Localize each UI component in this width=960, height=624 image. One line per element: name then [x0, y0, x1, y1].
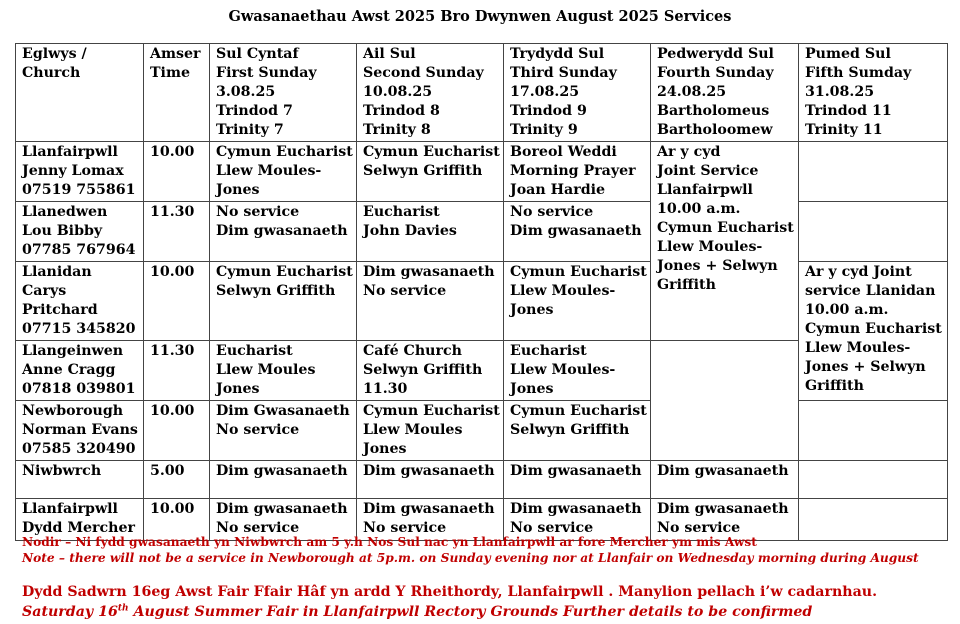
church-niwbwrch: Niwbwrch — [16, 461, 144, 499]
table-row — [16, 262, 948, 341]
empty-cell — [651, 341, 799, 461]
header-sunday-2: Ail Sul Second Sunday 10.08.25 Trindod 8 Trinity 8 — [357, 44, 504, 142]
header-time: Amser Time — [144, 44, 210, 142]
llanidan-sunday-2: Dim gwasanaeth No service — [357, 262, 504, 341]
llanedwen-sunday-1: No service Dim gwasanaeth — [210, 202, 357, 262]
fair-notice — [22, 582, 877, 622]
fair-english — [22, 602, 877, 622]
header-sunday-3: Trydydd Sul Third Sunday 17.08.25 Trindod 9 Trinity 9 — [504, 44, 651, 142]
niwbwrch-sunday-3: Dim gwasanaeth — [504, 461, 651, 499]
header-row — [16, 44, 948, 142]
church-llangeinwen: Llangeinwen Anne Cragg 07818 039801 — [16, 341, 144, 401]
time-llangeinwen: 11.30 — [144, 341, 210, 401]
llanfairpwll-sunday-1: Cymun Eucharist Llew Moules- Jones — [210, 142, 357, 202]
joint-service-sunday-4: Ar y cyd Joint Service Llanfairpwll 10.00 a.m. Cymun Eucharist Llew Moules- Jones + Selwyn Griffith — [651, 142, 799, 341]
church-llanfairpwll: Llanfairpwll Jenny Lomax 07519 755861 — [16, 142, 144, 202]
llangeinwen-sunday-3: Eucharist Llew Moules- Jones — [504, 341, 651, 401]
header-church: Eglwys / Church — [16, 44, 144, 142]
time-llanidan: 10.00 — [144, 262, 210, 341]
wednesday-sunday-3: Dim gwasanaeth No service — [504, 499, 651, 541]
header-sunday-4: Pedwerydd Sul Fourth Sunday 24.08.25 Bartholomeus Bartholoomew — [651, 44, 799, 142]
niwbwrch-sunday-4: Dim gwasanaeth — [651, 461, 799, 499]
services-table — [15, 43, 948, 541]
header-sunday-5: Pumed Sul Fifth Sumday 31.08.25 Trindod 11 Trinity 11 — [799, 44, 948, 142]
newborough-sunday-3: Cymun Eucharist Selwyn Griffith — [504, 401, 651, 461]
fair-welsh: Dydd Sadwrn 16eg Awst Fair Ffair Hâf yn ardd Y Rheithordy, Llanfairpwll . Manylion pellach i’w cadarnhau. — [22, 584, 878, 600]
fair-english-date: Saturday 16 — [22, 604, 118, 620]
llanedwen-sunday-2: Eucharist John Davies — [357, 202, 504, 262]
time-niwbwrch: 5.00 — [144, 461, 210, 499]
church-newborough: Newborough Norman Evans 07585 320490 — [16, 401, 144, 461]
note-welsh: Nodir – Ni fydd gwasanaeth yn Niwbwrch am 5 y.h Nos Sul nac yn Llanfairpwll ar fore Mercher ym mis Awst — [22, 535, 757, 549]
church-llanidan: Llanidan Carys Pritchard 07715 345820 — [16, 262, 144, 341]
wednesday-sunday-2: Dim gwasanaeth No service — [357, 499, 504, 541]
llanidan-sunday-3: Cymun Eucharist Llew Moules- Jones — [504, 262, 651, 341]
time-llanfairpwll-wednesday: 10.00 — [144, 499, 210, 541]
llanfairpwll-sunday-3: Boreol Weddi Morning Prayer Joan Hardie — [504, 142, 651, 202]
llanedwen-sunday-3: No service Dim gwasanaeth — [504, 202, 651, 262]
joint-service-sunday-5: Ar y cyd Joint service Llanidan 10.00 a.m. Cymun Eucharist Llew Moules- Jones + Selwyn Griffith — [799, 262, 948, 401]
llanfairpwll-sunday-2: Cymun Eucharist Selwyn Griffith — [357, 142, 504, 202]
header-sunday-1: Sul Cyntaf First Sunday 3.08.25 Trindod 7 Trinity 7 — [210, 44, 357, 142]
fair-english-ordinal: th — [117, 603, 129, 614]
llangeinwen-sunday-1: Eucharist Llew Moules Jones — [210, 341, 357, 401]
notes — [22, 534, 919, 566]
table-row — [16, 202, 948, 262]
page-title: Gwasanaethau Awst 2025 Bro Dwynwen August 2025 Services — [228, 8, 732, 25]
time-llanedwen: 11.30 — [144, 202, 210, 262]
empty-cell — [799, 202, 948, 262]
llanidan-sunday-1: Cymun Eucharist Selwyn Griffith — [210, 262, 357, 341]
church-llanfairpwll-wednesday: Llanfairpwll Dydd Mercher — [16, 499, 144, 541]
llangeinwen-sunday-2: Café Church Selwyn Griffith 11.30 — [357, 341, 504, 401]
table-row — [16, 461, 948, 499]
niwbwrch-sunday-2: Dim gwasanaeth — [357, 461, 504, 499]
fair-english-details: August Summer Fair in Llanfairpwll Rectory Grounds Further details to be confirmed — [128, 604, 813, 620]
newborough-sunday-2: Cymun Eucharist Llew Moules Jones — [357, 401, 504, 461]
time-newborough: 10.00 — [144, 401, 210, 461]
empty-cell — [799, 401, 948, 461]
wednesday-sunday-1: Dim gwasanaeth No service — [210, 499, 357, 541]
time-llanfairpwll: 10.00 — [144, 142, 210, 202]
wednesday-sunday-4: Dim gwasanaeth No service — [651, 499, 799, 541]
empty-cell — [799, 461, 948, 499]
newborough-sunday-1: Dim Gwasanaeth No service — [210, 401, 357, 461]
niwbwrch-sunday-1: Dim gwasanaeth — [210, 461, 357, 499]
church-llanedwen: Llanedwen Lou Bibby 07785 767964 — [16, 202, 144, 262]
empty-cell — [799, 142, 948, 202]
table-row — [16, 401, 948, 461]
table-row — [16, 142, 948, 202]
note-english: Note – there will not be a service in Newborough at 5p.m. on Sunday evening nor at Llanfair on Wednesday morning during August — [22, 551, 919, 565]
